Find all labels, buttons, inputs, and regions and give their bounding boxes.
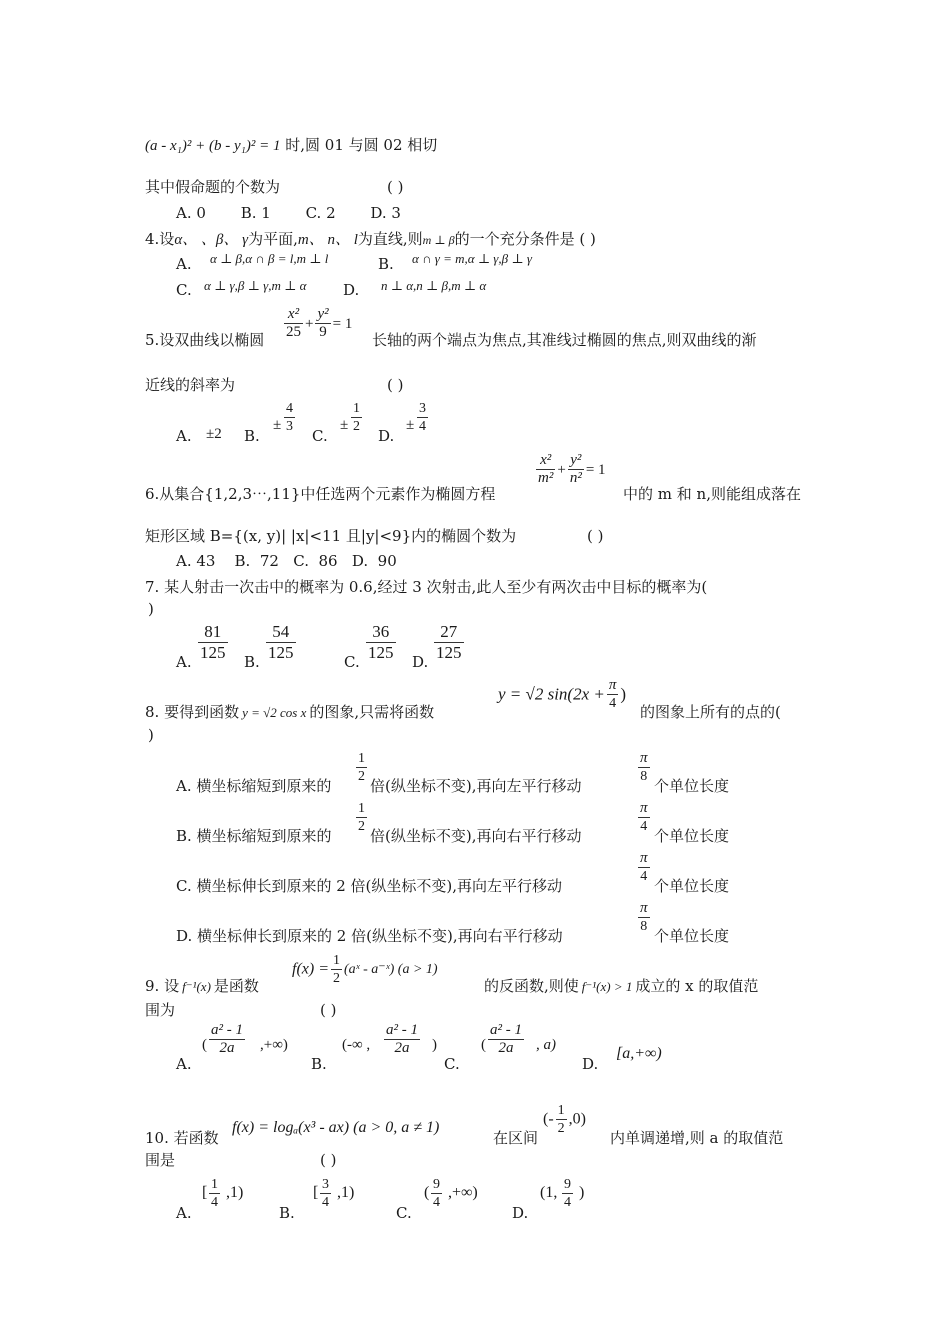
option-label: C.	[344, 653, 360, 671]
q4-planes: α、 、β、 γ	[174, 232, 249, 248]
denominator: 4	[640, 819, 648, 834]
denominator: 125	[368, 643, 394, 662]
option-label: D.	[343, 281, 360, 299]
option-label: D.	[582, 1055, 599, 1073]
option-formula: α ⊥ β,α ∩ β = l,m ⊥ l	[210, 251, 329, 266]
q9-text: 是函数	[213, 977, 259, 995]
option-label: C.	[396, 1204, 412, 1222]
option-label: B.	[279, 1204, 295, 1222]
option-text: 个单位长度	[654, 827, 730, 845]
fraction	[562, 1176, 573, 1211]
fraction	[431, 1176, 442, 1211]
bracket: ,1)	[226, 1184, 244, 1201]
option-a-fraction	[198, 622, 228, 663]
numerator: 1	[211, 1177, 218, 1192]
option-label: C.	[444, 1055, 460, 1073]
numerator: 9	[564, 1177, 571, 1192]
numerator: y²	[317, 306, 329, 322]
q9-inverse: f⁻¹(x)	[182, 979, 211, 994]
q8-option-c	[176, 850, 796, 894]
q9-options	[176, 1022, 776, 1072]
denominator: 125	[436, 643, 462, 662]
q8-text: 8. 要得到函数	[145, 703, 240, 721]
option-b-fraction	[284, 400, 295, 435]
q8-option-d	[176, 900, 796, 944]
bracket: )	[579, 1184, 585, 1201]
bracket: (	[481, 1037, 486, 1053]
question-9	[145, 976, 259, 997]
q4-number: 4.设	[145, 230, 175, 248]
option-label: A.	[176, 653, 192, 671]
option-label: A.	[176, 255, 192, 273]
q4-option-b	[378, 251, 532, 274]
numerator: a² - 1	[386, 1022, 418, 1038]
bracket: (	[202, 1037, 207, 1053]
fraction	[331, 952, 342, 987]
plus-sign: +	[557, 462, 566, 478]
denominator: 2a	[219, 1040, 235, 1056]
question-7: 7. 某人射击一次击中的概率为 0.6,经过 3 次射击,此人至少有两次击中目标的概率为(	[145, 578, 708, 596]
option-text: 个单位长度	[654, 927, 730, 945]
option-text: 倍(纵坐标不变),再向右平行移动	[370, 827, 582, 845]
function-part: )	[620, 684, 627, 704]
option-label: B.	[378, 255, 394, 273]
q10-options	[176, 1176, 776, 1224]
q4-option-c	[176, 278, 307, 300]
bracket: [	[313, 1184, 319, 1201]
option-label: A.	[176, 1055, 192, 1073]
fraction	[536, 452, 555, 487]
bracket: ,+∞)	[260, 1037, 288, 1053]
q10-function: f(x) = logₐ(x³ - ax) (a > 0, a ≠ 1)	[232, 1119, 440, 1136]
fraction	[556, 1102, 567, 1137]
option-c-fraction	[351, 400, 362, 435]
fraction	[638, 850, 650, 885]
numerator: 3	[419, 401, 426, 416]
q9-text: 的反函数,则使	[484, 977, 579, 995]
options-row	[176, 203, 401, 223]
fraction	[384, 1022, 420, 1057]
bracket: [	[202, 1184, 208, 1201]
option-label: B.	[311, 1055, 327, 1073]
denominator: 4	[640, 869, 648, 884]
numerator: 1	[557, 1103, 565, 1118]
bracket: (-∞ ,	[342, 1037, 371, 1053]
q5-text: 5.设双曲线以椭圆	[145, 331, 265, 349]
bracket: , a)	[536, 1037, 556, 1053]
q10-tail: 内单调递增,则 a 的取值范	[610, 1129, 784, 1147]
question-8	[145, 702, 434, 723]
q4-text: 为平面,	[248, 230, 298, 248]
denominator: 8	[640, 769, 648, 784]
q5-tail: 长轴的两个端点为焦点,其准线过椭圆的焦点,则双曲线的渐	[372, 331, 757, 349]
numerator: x²	[284, 306, 303, 324]
q4-option-d	[343, 278, 487, 300]
option-b: B. 1	[240, 204, 271, 222]
denominator: 4	[433, 1195, 440, 1210]
denominator: n²	[569, 470, 582, 486]
fraction	[209, 1022, 245, 1057]
fraction	[209, 1176, 220, 1211]
option-c: C. 2	[305, 204, 336, 222]
bracket: ,1)	[337, 1184, 355, 1201]
false-proposition-question	[145, 177, 404, 197]
numerator: a² - 1	[211, 1022, 243, 1038]
answer-blank: ( )	[320, 1001, 337, 1019]
option-a-value: ±2	[206, 426, 222, 442]
option-label: A.	[176, 427, 192, 445]
q8-closing: )	[148, 726, 154, 744]
q8-target-function: y = √2 cos x	[242, 705, 307, 720]
numerator: π	[640, 850, 648, 866]
q9-line2	[145, 1000, 337, 1020]
numerator: y²	[568, 452, 584, 470]
q6-tail: 中的 m 和 n,则能组成落在	[623, 485, 801, 503]
q4-text: 的一个充分条件是 ( )	[454, 230, 596, 248]
denominator: 4	[564, 1195, 571, 1210]
bracket: ,0)	[568, 1110, 586, 1128]
option-c-fraction	[366, 622, 396, 663]
fraction	[568, 452, 584, 487]
q7-closing: )	[148, 600, 154, 618]
plus-minus: ±	[273, 417, 282, 433]
denominator: 4	[419, 419, 426, 434]
fraction	[320, 1176, 331, 1211]
equals: = 1	[585, 462, 606, 478]
denominator: 2	[333, 971, 340, 986]
question-text: 其中假命题的个数为	[145, 178, 281, 196]
option-d-fraction	[434, 622, 464, 663]
function-part: f(x) =	[292, 960, 329, 978]
fraction	[315, 306, 330, 341]
option-b-fraction	[266, 622, 296, 663]
q7-options	[176, 622, 776, 670]
function-part: y = √2 sin(2x +	[498, 684, 605, 704]
q9-text: 成立的 x 的取值范	[635, 977, 759, 995]
option-formula: α ∩ γ = m,α ⊥ γ,β ⊥ γ	[412, 251, 532, 266]
bracket: )	[432, 1037, 437, 1053]
q10-text: 在区间	[493, 1129, 539, 1147]
plus-sign: +	[305, 316, 314, 332]
option-text: C. 横坐标伸长到原来的 2 倍(纵坐标不变),再向左平行移动	[176, 877, 563, 895]
fraction	[284, 306, 303, 341]
option-label: B.	[244, 427, 260, 445]
q4-condition: m ⊥ β	[422, 233, 455, 247]
option-label: C.	[312, 427, 328, 445]
option-text: 个单位长度	[654, 777, 730, 795]
bracket: ,+∞)	[448, 1184, 478, 1201]
option-label: C.	[176, 281, 192, 299]
question-6: 6.从集合{1,2,3⋯,11}中任选两个元素作为椭圆方程	[145, 485, 496, 503]
option-label: A.	[176, 1204, 192, 1222]
q5-line2	[145, 375, 404, 395]
bracket: (	[424, 1184, 430, 1201]
option-formula: n ⊥ α,n ⊥ β,m ⊥ α	[381, 278, 487, 293]
denominator: m²	[538, 470, 554, 486]
numerator: 1	[353, 401, 360, 416]
numerator: 27	[434, 622, 464, 643]
option-text: 个单位长度	[654, 877, 730, 895]
circle-condition-text: 时,圆 01 与圆 02 相切	[285, 136, 438, 154]
circle-condition-line	[145, 135, 437, 156]
denominator: 3	[286, 419, 293, 434]
answer-blank: ( )	[587, 527, 604, 545]
numerator: 3	[322, 1177, 329, 1192]
equals: = 1	[332, 316, 353, 332]
denominator: 4	[322, 1195, 329, 1210]
fraction	[638, 800, 650, 835]
function-part: (aˣ - a⁻ˣ) (a > 1)	[344, 962, 438, 977]
denominator: 2a	[394, 1040, 410, 1056]
denominator: 2	[358, 769, 365, 784]
fraction	[356, 800, 367, 835]
plus-minus: ±	[406, 417, 415, 433]
option-text: B. 横坐标缩短到原来的	[176, 827, 332, 845]
numerator: 1	[333, 953, 340, 968]
option-label: D.	[378, 427, 395, 445]
option-label: D.	[512, 1204, 529, 1222]
fraction	[356, 750, 367, 785]
option-d-value: [a,+∞)	[616, 1045, 662, 1062]
q10-interval	[543, 1102, 586, 1137]
q5-ellipse-equation	[282, 306, 352, 341]
denominator: 4	[211, 1195, 218, 1210]
q8-source-function	[498, 677, 626, 712]
numerator: 54	[266, 622, 296, 643]
circle-condition-formula: (a - x₁)² + (b - y₁)² = 1	[145, 138, 281, 154]
answer-blank: ( )	[320, 1151, 337, 1169]
denominator: 2a	[498, 1040, 514, 1056]
q5-text: 近线的斜率为	[145, 376, 236, 394]
q6-ellipse-equation	[534, 452, 606, 487]
numerator: π	[640, 750, 648, 766]
numerator: 9	[433, 1177, 440, 1192]
bracket: (-	[543, 1110, 554, 1128]
denominator: 125	[268, 643, 294, 662]
numerator: π	[640, 800, 648, 816]
option-text: 倍(纵坐标不变),再向左平行移动	[370, 777, 582, 795]
denominator: 25	[286, 324, 301, 340]
option-d: D. 3	[370, 204, 401, 222]
q4-option-a	[176, 251, 329, 274]
denominator: 4	[609, 696, 617, 711]
q8-tail: 的图象上所有的点的(	[640, 703, 781, 721]
numerator: x²	[536, 452, 555, 470]
q10-line2	[145, 1150, 337, 1170]
numerator: π	[608, 677, 617, 693]
numerator: 1	[358, 801, 365, 816]
q5-options	[176, 400, 776, 446]
numerator: a² - 1	[490, 1022, 522, 1038]
q9-text: 围为	[145, 1001, 176, 1019]
q8-option-b	[176, 800, 796, 844]
q6-text: 矩形区域 B={(x, y)| |x|<11 且|y|<9}内的椭圆个数为	[145, 527, 517, 545]
denominator: 125	[200, 643, 226, 662]
q6-options: A. 43 B. 72 C. 86 D. 90	[176, 552, 397, 570]
q9-condition: f⁻¹(x) > 1	[581, 979, 633, 994]
option-text: D. 横坐标伸长到原来的 2 倍(纵坐标不变),再向右平行移动	[176, 927, 563, 945]
option-a: A. 0	[176, 204, 206, 222]
numerator: 36	[366, 622, 396, 643]
option-label: D.	[412, 653, 429, 671]
denominator: 8	[640, 919, 648, 934]
q8-text: 的图象,只需将函数	[309, 703, 435, 721]
q10-text: 围是	[145, 1151, 176, 1169]
denominator: 2	[557, 1121, 565, 1136]
denominator: 9	[319, 324, 327, 340]
q9-text: 9. 设	[145, 977, 180, 995]
q9-function	[292, 952, 438, 987]
option-formula: α ⊥ γ,β ⊥ γ,m ⊥ α	[204, 278, 307, 293]
q4-lines: m、 n、 l	[297, 232, 358, 248]
denominator: 2	[358, 819, 365, 834]
question-10: 10. 若函数	[145, 1129, 219, 1147]
q4-text: 为直线,则	[357, 230, 423, 248]
numerator: 1	[358, 751, 365, 766]
q6-line2	[145, 526, 604, 546]
fraction	[488, 1022, 524, 1057]
answer-blank: ( )	[387, 178, 404, 196]
answer-blank: ( )	[387, 376, 404, 394]
option-text: A. 横坐标缩短到原来的	[176, 777, 332, 795]
denominator: 2	[353, 419, 360, 434]
bracket: (1,	[540, 1184, 558, 1201]
numerator: π	[640, 900, 648, 916]
plus-minus: ±	[340, 417, 349, 433]
fraction	[638, 900, 650, 935]
question-4	[145, 229, 596, 250]
q9-tail	[484, 976, 758, 997]
option-d-fraction	[417, 400, 428, 435]
numerator: 4	[286, 401, 293, 416]
q8-option-a	[176, 750, 796, 794]
numerator: 81	[198, 622, 228, 643]
question-5	[145, 330, 264, 350]
option-label: B.	[244, 653, 260, 671]
fraction	[607, 677, 619, 712]
fraction	[638, 750, 650, 785]
